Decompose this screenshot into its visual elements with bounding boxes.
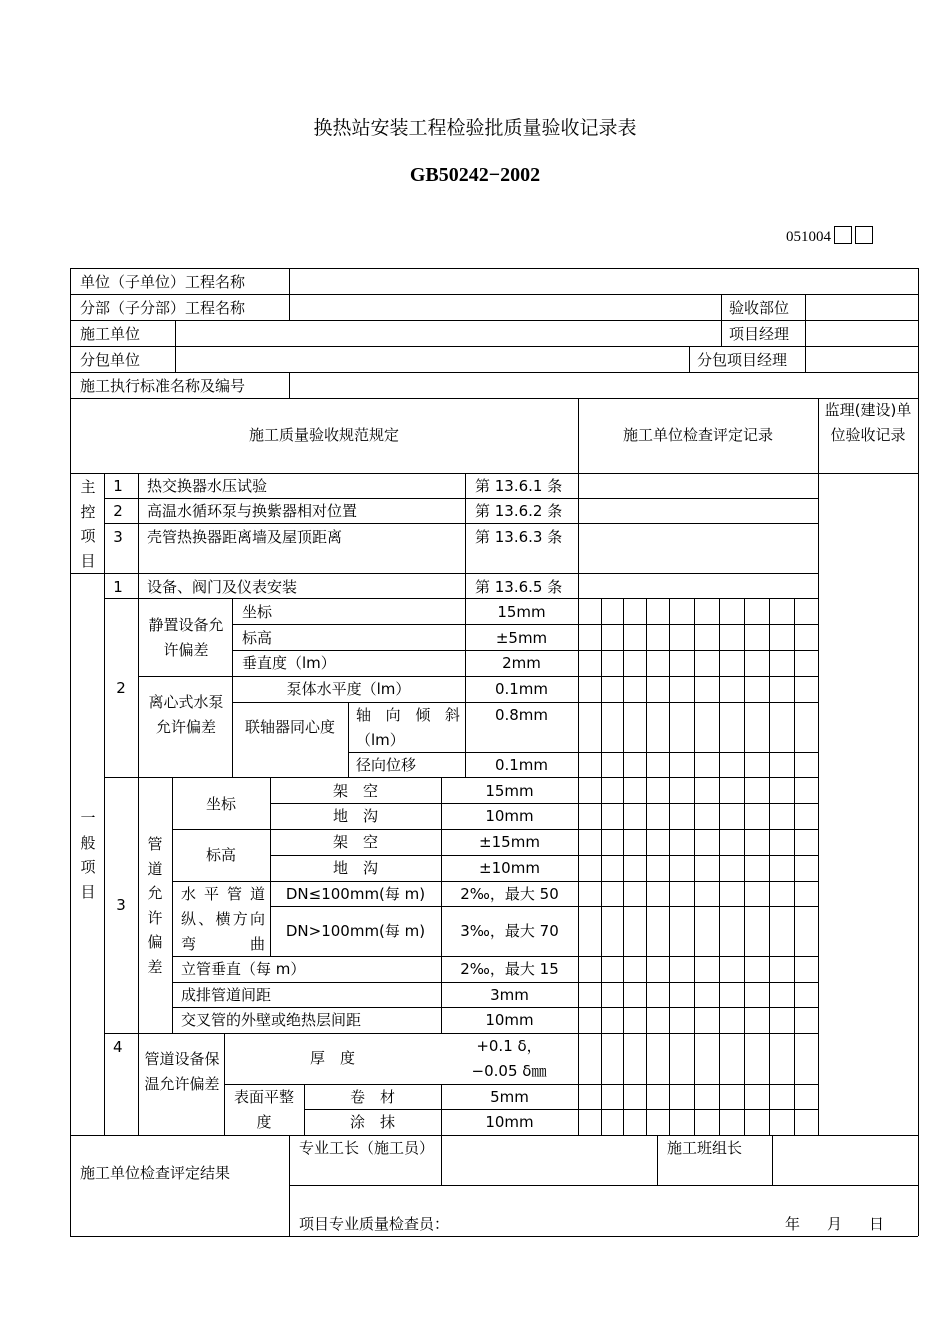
form-title: 换热站安装工程检验批质量验收记录表 bbox=[313, 117, 637, 139]
table-line bbox=[289, 1185, 918, 1186]
spacing-value: 3mm bbox=[490, 986, 529, 1004]
dn-large-label: DN>100mm(每 m) bbox=[285, 922, 426, 940]
static-vert-label: 垂直度（lm） bbox=[242, 654, 336, 672]
coupling-label: 联轴器同心度 bbox=[244, 718, 335, 736]
standard-code: GB50242−2002 bbox=[409, 164, 541, 186]
table-line bbox=[441, 1135, 442, 1185]
cross-value: 10mm bbox=[485, 1011, 534, 1029]
month-label: 月 bbox=[827, 1215, 843, 1233]
table-line bbox=[721, 320, 722, 346]
thickness-label: 厚 度 bbox=[309, 1049, 355, 1067]
pipe-bend-label: 水平管道纵、横方向弯曲 bbox=[181, 885, 265, 953]
form-code-number: 051004 bbox=[786, 228, 831, 245]
main-item-2-clause: 第 13.6.2 条 bbox=[475, 502, 563, 520]
pipe-elev-overhead-value: ±15mm bbox=[479, 833, 540, 851]
grid-line bbox=[578, 598, 579, 1135]
construction-unit-label: 施工单位 bbox=[80, 325, 141, 343]
main-item-2-name: 高温水循环泵与换紫器相对位置 bbox=[147, 502, 358, 520]
static-vert-value: 2mm bbox=[502, 654, 541, 672]
table-line bbox=[689, 346, 690, 372]
grid-line bbox=[623, 598, 624, 1135]
table-line bbox=[70, 268, 71, 1236]
inspector-label: 项目专业质量检查员： bbox=[299, 1215, 450, 1233]
grid-line bbox=[601, 598, 602, 1135]
table-line bbox=[104, 777, 818, 778]
project-manager-label: 项目经理 bbox=[729, 325, 790, 343]
pipe-tolerance-group: 管道允许偏差 bbox=[147, 835, 163, 976]
main-item-1-clause: 第 13.6.1 条 bbox=[475, 477, 563, 495]
table-line bbox=[70, 268, 918, 269]
main-item-3-no: 3 bbox=[113, 528, 123, 546]
grid-line bbox=[719, 598, 720, 1135]
pump-level-value: 0.1mm bbox=[494, 680, 549, 698]
static-coord-label: 坐标 bbox=[242, 603, 273, 621]
pump-level-label: 泵体水平度（lm） bbox=[286, 680, 411, 698]
table-line bbox=[465, 473, 466, 598]
insulation-group: 管道设备保温允许偏差 bbox=[144, 1050, 220, 1093]
riser-label: 立管垂直（每 m） bbox=[181, 960, 306, 978]
static-elev-label: 标高 bbox=[242, 629, 273, 647]
roll-value: 5mm bbox=[490, 1088, 529, 1106]
static-elev-value: ±5mm bbox=[495, 629, 548, 647]
table-line bbox=[657, 1135, 658, 1185]
coat-value: 10mm bbox=[485, 1113, 534, 1131]
flatness-label: 表面平整度 bbox=[233, 1088, 294, 1131]
pipe-elev-trench: 地 沟 bbox=[332, 859, 378, 877]
main-item-1-no: 1 bbox=[113, 477, 123, 495]
table-line bbox=[70, 346, 918, 347]
pipe-coord-trench-value: 10mm bbox=[485, 807, 534, 825]
unit-project-label: 单位（子单位）工程名称 bbox=[80, 273, 246, 291]
grid-line bbox=[794, 598, 795, 1135]
spacing-label: 成排管道间距 bbox=[181, 986, 272, 1004]
main-item-1-name: 热交换器水压试验 bbox=[147, 477, 268, 495]
axial-label: 轴 向 倾 斜（lm） bbox=[356, 706, 460, 749]
general-items-label: 一般项目 bbox=[80, 809, 96, 901]
roll-label: 卷 材 bbox=[349, 1088, 395, 1106]
acceptance-part-label: 验收部位 bbox=[729, 299, 790, 317]
table-line bbox=[805, 294, 806, 372]
general-item-4-no: 4 bbox=[113, 1038, 123, 1056]
year-label: 年 bbox=[785, 1215, 801, 1233]
subcontract-manager-label: 分包项目经理 bbox=[697, 351, 788, 369]
riser-value: 2‰，最大 15 bbox=[460, 960, 559, 978]
coat-label: 涂 抹 bbox=[349, 1113, 395, 1131]
table-line bbox=[70, 1135, 918, 1136]
pipe-elev-label: 标高 bbox=[205, 846, 236, 864]
grid-line bbox=[646, 598, 647, 1135]
table-line bbox=[289, 294, 290, 320]
division-project-label: 分部（子分部）工程名称 bbox=[80, 299, 246, 317]
axial-value: 0.8mm bbox=[494, 706, 549, 724]
general-item-1-name: 设备、阀门及仪表安装 bbox=[147, 578, 298, 596]
dn-large-value: 3‰，最大 70 bbox=[460, 922, 559, 940]
table-line bbox=[175, 320, 176, 372]
supervision-column-header: 监理(建设)单位验收记录 bbox=[824, 401, 912, 444]
table-line bbox=[138, 598, 139, 1135]
table-line bbox=[772, 1135, 773, 1185]
standard-name-label: 施工执行标准名称及编号 bbox=[80, 377, 246, 395]
pipe-coord-label: 坐标 bbox=[205, 795, 236, 813]
table-line bbox=[818, 398, 819, 1135]
thickness-value: +0.1 δ，−0.05 δ㎜ bbox=[471, 1037, 547, 1080]
general-item-3-no: 3 bbox=[116, 896, 126, 914]
foreman-label: 专业工长（施工员） bbox=[299, 1139, 435, 1157]
pipe-elev-overhead: 架 空 bbox=[332, 833, 378, 851]
subcontract-unit-label: 分包单位 bbox=[80, 351, 141, 369]
radial-label: 径向位移 bbox=[356, 756, 417, 774]
table-line bbox=[104, 1033, 818, 1034]
day-label: 日 bbox=[869, 1215, 885, 1233]
table-line bbox=[289, 372, 290, 398]
pipe-coord-trench: 地 沟 bbox=[332, 807, 378, 825]
table-line bbox=[918, 268, 919, 1236]
table-line bbox=[289, 1135, 290, 1236]
table-line bbox=[289, 268, 290, 294]
grid-line bbox=[744, 598, 745, 1135]
table-line bbox=[138, 473, 139, 598]
general-item-1-clause: 第 13.6.5 条 bbox=[475, 578, 563, 596]
table-line bbox=[70, 573, 818, 574]
dn-small-label: DN≤100mm(每 m) bbox=[285, 885, 426, 903]
main-item-2-no: 2 bbox=[113, 502, 123, 520]
table-line bbox=[348, 702, 349, 777]
record-column-header: 施工单位检查评定记录 bbox=[622, 426, 773, 444]
pump-group: 离心式水泵允许偏差 bbox=[148, 693, 224, 736]
radial-value: 0.1mm bbox=[494, 756, 549, 774]
cross-label: 交叉管的外壁或绝热层间距 bbox=[181, 1011, 362, 1029]
main-item-3-clause: 第 13.6.3 条 bbox=[475, 528, 563, 546]
general-item-1-no: 1 bbox=[113, 578, 123, 596]
static-equipment-group: 静置设备允许偏差 bbox=[148, 616, 224, 659]
table-line bbox=[70, 372, 918, 373]
main-item-3-name: 壳管热换器距离墙及屋顶距离 bbox=[147, 528, 343, 546]
table-line bbox=[104, 473, 105, 1135]
team-leader-label: 施工班组长 bbox=[667, 1139, 743, 1157]
grid-line bbox=[769, 598, 770, 1135]
dn-small-value: 2‰，最大 50 bbox=[460, 885, 559, 903]
result-label: 施工单位检查评定结果 bbox=[80, 1164, 231, 1182]
pipe-coord-overhead: 架 空 bbox=[332, 782, 378, 800]
grid-line bbox=[669, 598, 670, 1135]
main-items-label: 主控项目 bbox=[80, 478, 96, 570]
table-line bbox=[721, 294, 722, 320]
static-coord-value: 15mm bbox=[497, 603, 546, 621]
pipe-coord-overhead-value: 15mm bbox=[485, 782, 534, 800]
grid-line bbox=[694, 598, 695, 1135]
pipe-elev-trench-value: ±10mm bbox=[479, 859, 540, 877]
general-item-2-no: 2 bbox=[116, 679, 126, 697]
spec-column-header: 施工质量验收规范规定 bbox=[248, 426, 399, 444]
